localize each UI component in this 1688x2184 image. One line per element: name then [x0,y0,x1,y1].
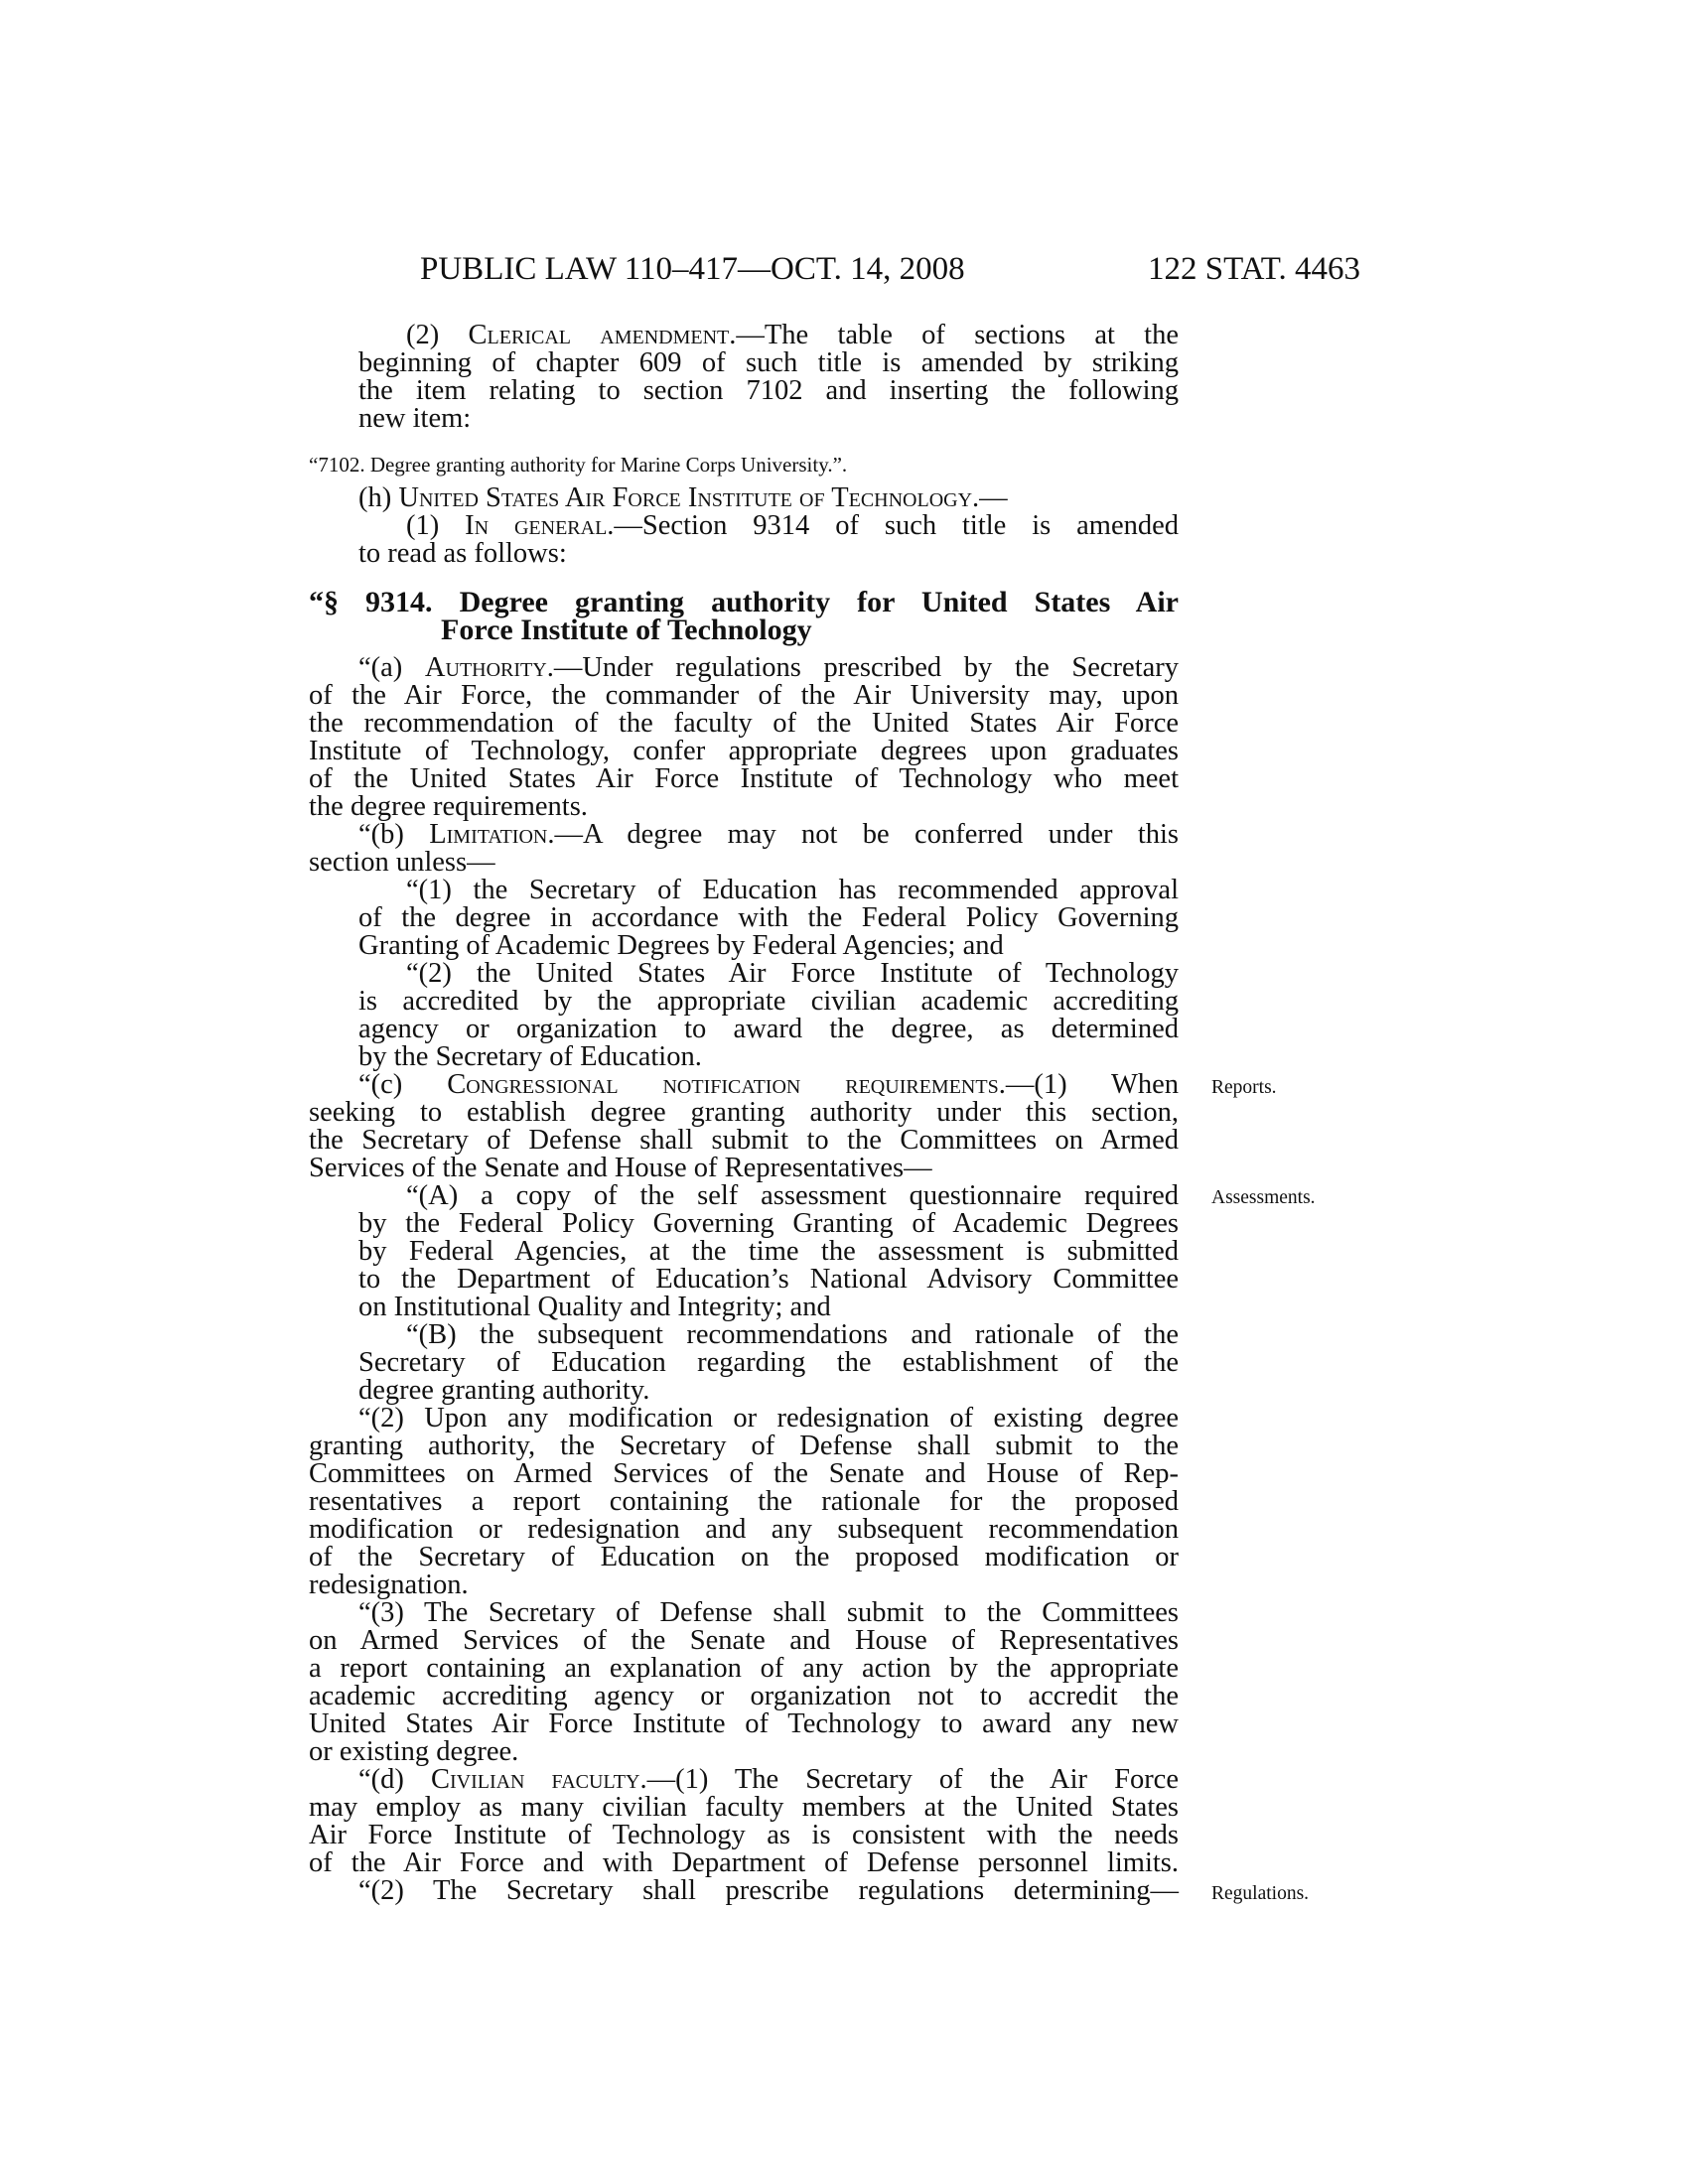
limitation-para-1-line: “(1) the Secretary of Education has recommended approval [406,875,1179,905]
civilian-faculty-line: may employ as many civilian faculty members at the United States [309,1792,1179,1823]
para-c3-line: United States Air Force Institute of Technology to award any new [309,1708,1179,1739]
para-A-line: to the Department of Education’s National Advisory Committee [358,1264,1179,1295]
civilian-faculty-line: of the Air Force and with Department of Defense personnel limits. [309,1847,1179,1878]
limitation-para-2-line: agency or organization to award the degree, as determined [358,1014,1179,1044]
authority-line: of the United States Air Force Institute of Technology who meet [309,763,1179,794]
civilian-faculty-para-2: “(2) The Secretary shall prescribe regulations determining— [358,1875,1179,1906]
congressional-notification-line: Services of the Senate and House of Representatives— [309,1153,932,1183]
para-c3-line: on Armed Services of the Senate and House of Representatives [309,1625,1179,1656]
civilian-faculty-line: Air Force Institute of Technology as is consistent with the needs [309,1820,1179,1850]
new-table-item: “7102. Degree granting authority for Marine Corps University.”. [309,453,848,477]
para-c3-line: academic accrediting agency or organization not to accredit the [309,1681,1179,1711]
limitation-para-2-line: is accredited by the appropriate civilian academic accrediting [358,986,1179,1017]
para-B-line: “(B) the subsequent recommendations and rationale of the [406,1319,1179,1350]
para-A-line: “(A) a copy of the self assessment questionnaire required [406,1180,1179,1211]
para-A-line: on Institutional Quality and Integrity; and [358,1292,831,1322]
para-B-line: Secretary of Education regarding the establishment of the [358,1347,1179,1378]
congressional-notification-line: seeking to establish degree granting authority under this section, [309,1097,1179,1128]
para-c2-line: redesignation. [309,1570,469,1600]
clerical-amendment-line-3: the item relating to section 7102 and inserting the following [358,375,1179,406]
authority-line: the recommendation of the faculty of the United States Air Force [309,708,1179,739]
authority-line: of the Air Force, the commander of the Air University may, upon [309,680,1179,711]
para-B-line: degree granting authority. [358,1375,650,1406]
para-A-line: by Federal Agencies, at the time the assessment is submitted [358,1236,1179,1267]
authority-line: the degree requirements. [309,791,588,822]
authority-line-1: “(a) Authority.—Under regulations prescribed by the Secretary [358,652,1179,683]
para-c2-line: “(2) Upon any modification or redesignation of existing degree [358,1403,1179,1433]
in-general-line-1: (1) In general.—Section 9314 of such title is amended [406,510,1179,541]
subsection-h-heading: (h) United States Air Force Institute of Technology.— [358,482,1008,513]
clerical-amendment-line-4: new item: [358,403,472,434]
section-9314-heading-line-2: Force Institute of Technology [441,614,812,646]
page-header-stat-ref: 122 STAT. 4463 [1148,251,1361,287]
congressional-notification-line-1: “(c) Congressional notification requirements.—(1) When [358,1069,1180,1100]
limitation-para-1-line: of the degree in accordance with the Federal Policy Governing [358,902,1179,933]
margin-note-reports: Reports. [1211,1077,1277,1098]
limitation-line-2: section unless— [309,847,495,878]
para-c3-line: a report containing an explanation of any action by the appropriate [309,1653,1179,1684]
para-c3-line: or existing degree. [309,1736,519,1767]
section-9314-heading-line-1: “§ 9314. Degree granting authority for United States Air [309,586,1179,618]
in-general-line-2: to read as follows: [358,538,567,569]
para-c3-line: “(3) The Secretary of Defense shall submit to the Committees [358,1597,1179,1628]
clerical-amendment-line-1: (2) Clerical amendment.—The table of sections at the [406,320,1180,350]
clerical-amendment-heading: Clerical amendment [468,320,730,350]
limitation-para-2-line: “(2) the United States Air Force Institute of Technology [406,958,1179,989]
civilian-faculty-line-1: “(d) Civilian faculty.—(1) The Secretary of the Air Force [358,1764,1179,1795]
limitation-para-2-line: by the Secretary of Education. [358,1041,702,1072]
para-c2-line: granting authority, the Secretary of Defense shall submit to the [309,1431,1179,1461]
margin-note-assessments: Assessments. [1211,1187,1316,1208]
congressional-notification-line: the Secretary of Defense shall submit to the Committees on Armed [309,1125,1179,1156]
limitation-para-1-line: Granting of Academic Degrees by Federal Agencies; and [358,930,1004,961]
para-c2-line: of the Secretary of Education on the proposed modification or [309,1542,1179,1572]
authority-line: Institute of Technology, confer appropriate degrees upon graduates [309,736,1179,766]
para-c2-line: modification or redesignation and any subsequent recommendation [309,1514,1179,1545]
page-header-title: PUBLIC LAW 110–417—OCT. 14, 2008 [420,251,965,287]
para-c2-line: resentatives a report containing the rationale for the proposed [309,1486,1179,1517]
para-A-line: by the Federal Policy Governing Granting of Academic Degrees [358,1208,1179,1239]
para-c2-line: Committees on Armed Services of the Senate and House of Rep- [309,1458,1179,1489]
margin-note-regulations: Regulations. [1211,1883,1310,1904]
clerical-amendment-line-2: beginning of chapter 609 of such title is amended by striking [358,347,1179,378]
limitation-line-1: “(b) Limitation.—A degree may not be conferred under this [358,819,1179,850]
